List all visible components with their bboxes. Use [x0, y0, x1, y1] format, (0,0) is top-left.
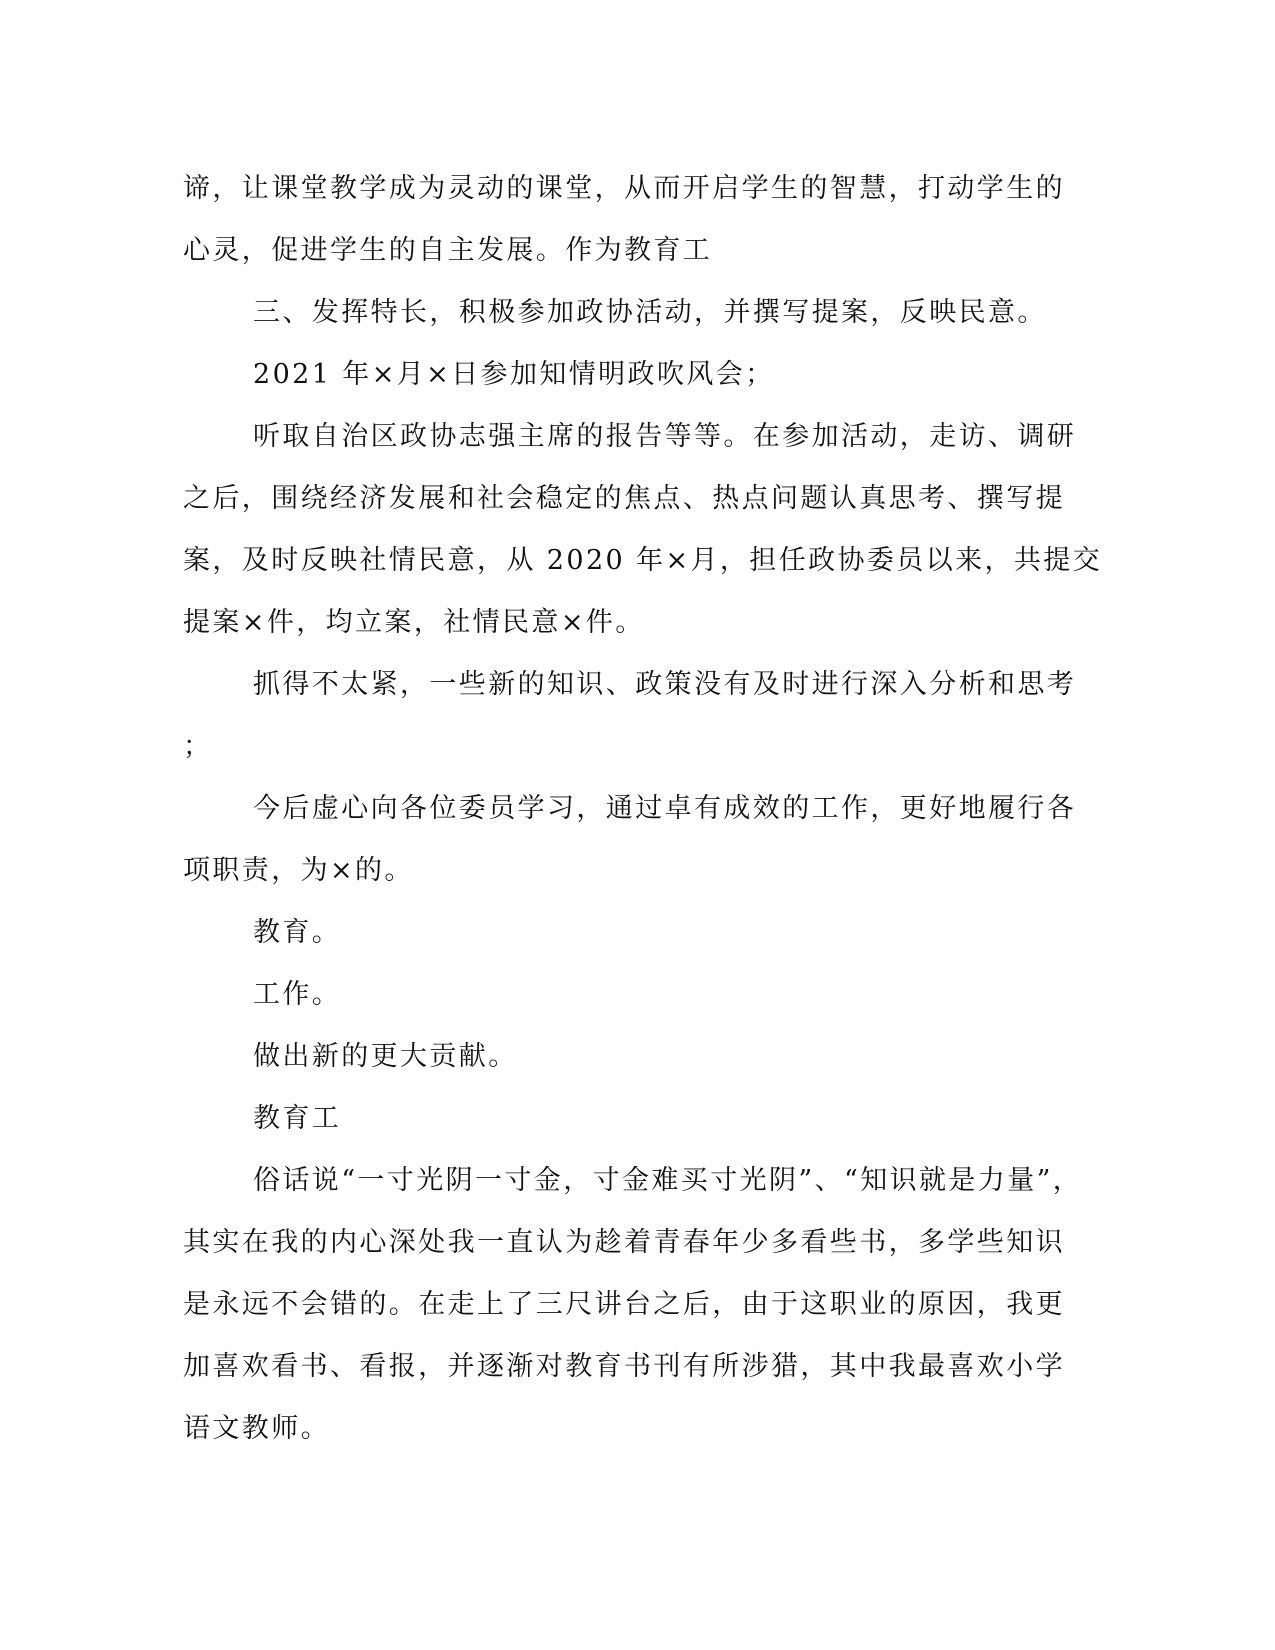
text-line: 是永远不会错的。在走上了三尺讲台之后，由于这职业的原因，我更 — [183, 1289, 1065, 1320]
text-line: 俗话说“一寸光阴一寸金，寸金难买寸光阴”、“知识就是力量”， — [253, 1165, 1083, 1196]
document-body — [183, 158, 1103, 1460]
text-line: 工作。 — [253, 979, 342, 1010]
text-line: 语文教师。 — [183, 1413, 330, 1444]
text-line: 抓得不太紧，一些新的知识、政策没有及时进行深入分析和思考 — [253, 669, 1077, 700]
text-line: 谛，让课堂教学成为灵动的课堂，从而开启学生的智慧，打动学生的 — [183, 173, 1065, 204]
text-line: 其实在我的内心深处我一直认为趁着青春年少多看些书，多学些知识 — [183, 1227, 1065, 1258]
text-line: 之后，围绕经济发展和社会稳定的焦点、热点问题认真思考、撰写提 — [183, 483, 1065, 514]
text-line: 听取自治区政协志强主席的报告等等。在参加活动，走访、调研 — [253, 421, 1077, 452]
text-line: 心灵，促进学生的自主发展。作为教育工 — [183, 235, 713, 266]
text-line: 加喜欢看书、看报，并逐渐对教育书刊有所涉猎，其中我最喜欢小学 — [183, 1351, 1065, 1382]
text-line: 案，及时反映社情民意，从 2020 年×月，担任政协委员以来，共提交 — [183, 545, 1103, 576]
text-line: 项职责，为×的。 — [183, 855, 414, 886]
text-line: 2021 年×月×日参加知情明政吹风会； — [253, 359, 775, 390]
section-heading: 三、发挥特长，积极参加政协活动，并撰写提案，反映民意。 — [253, 297, 1047, 328]
text-line: 教育。 — [253, 917, 342, 948]
text-line: 做出新的更大贡献。 — [253, 1041, 518, 1072]
text-line: ； — [183, 731, 213, 762]
text-line: 今后虚心向各位委员学习，通过卓有成效的工作，更好地履行各 — [253, 793, 1077, 824]
text-line: 提案×件，均立案，社情民意×件。 — [183, 607, 645, 638]
text-line: 教育工 — [253, 1103, 342, 1134]
